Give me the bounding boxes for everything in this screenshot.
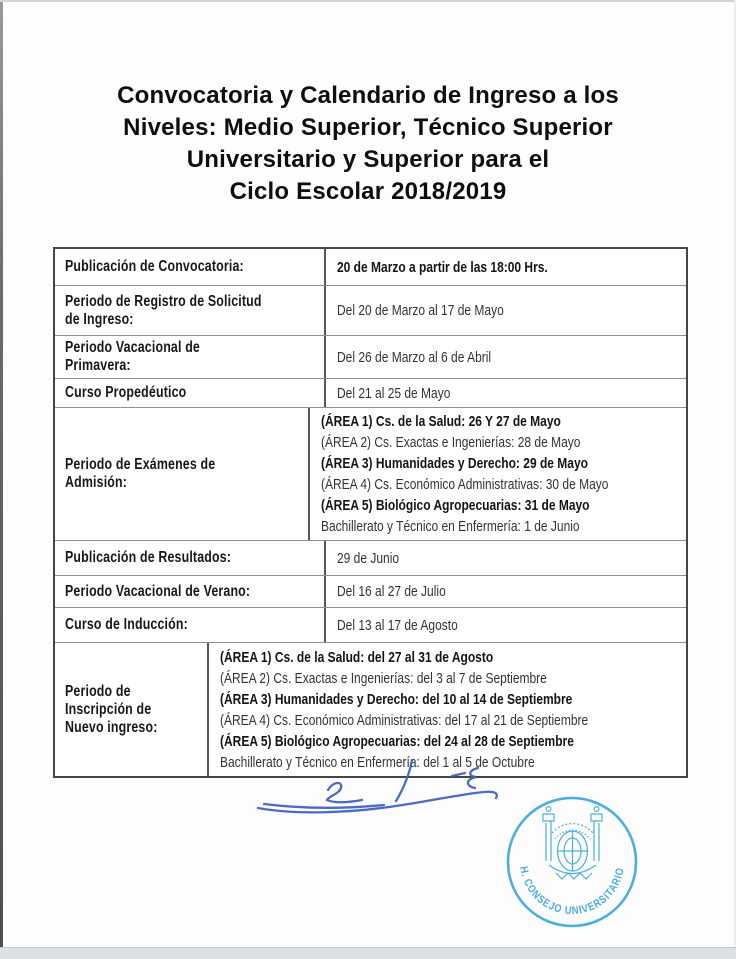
page-edge-top (0, 0, 736, 2)
row-value-line: (ÁREA 1) Cs. de la Salud: 26 Y 27 de Mayo (320, 413, 561, 430)
table-row (55, 540, 686, 575)
row-value-cell (326, 608, 686, 642)
table-row (55, 407, 686, 540)
row-label: Curso Propedéutico (65, 384, 187, 401)
row-label: Publicación de Resultados: (65, 549, 232, 566)
row-label: Periodo de Exámenes de Admisión: (65, 456, 216, 491)
table-row (55, 378, 686, 407)
row-label: Periodo de Registro de Solicitud de Ingreso: (65, 292, 262, 328)
row-label-cell (55, 249, 326, 285)
row-value-line: Bachillerato y Técnico en Enfermería: del 1 al 5 de Octubre (219, 753, 535, 771)
row-label-cell (55, 608, 326, 642)
row-label-cell (55, 576, 326, 607)
title-line: Convocatoria y Calendario de Ingreso a los (117, 82, 619, 109)
row-value-line: Del 13 al 17 de Agosto (337, 616, 458, 634)
row-value-line: (ÁREA 2) Cs. Exactas e Ingenierías: 28 de Mayo (320, 434, 581, 451)
table-row (55, 249, 686, 285)
row-value-line: (ÁREA 2) Cs. Exactas e Ingenierías: del 3 al 7 de Septiembre (219, 669, 547, 687)
row-value-line: Del 20 de Marzo al 17 de Mayo (337, 302, 504, 319)
row-label: Periodo Vacacional de Primavera: (65, 339, 200, 374)
document-title (0, 80, 736, 208)
row-value-line: Del 21 al 25 de Mayo (337, 384, 451, 402)
row-value-cell (326, 336, 686, 378)
title-line: Niveles: Medio Superior, Técnico Superior (123, 114, 613, 141)
row-label: Periodo Vacacional de Verano: (65, 582, 251, 600)
table-row (55, 335, 686, 378)
row-value-cell (326, 576, 686, 607)
row-value-cell (326, 286, 686, 335)
seal-crest (543, 807, 602, 879)
row-label-cell (55, 541, 326, 575)
university-seal (499, 789, 645, 935)
row-label-cell (55, 379, 326, 407)
row-label-cell (55, 643, 209, 776)
table-row (55, 607, 686, 642)
row-value-line: (ÁREA 3) Humanidades y Derecho: 29 de Mayo (320, 455, 588, 472)
row-value-line: (ÁREA 5) Biológico Agropecuarias: del 24 al 28 de Septiembre (219, 732, 574, 750)
seal-caption-text: H. CONSEJO UNIVERSITARIO (517, 864, 628, 918)
row-value-line: (ÁREA 4) Cs. Económico Administrativas: 30 de Mayo (320, 476, 609, 493)
row-value-line: Bachillerato y Técnico en Enfermería: 1 de Junio (320, 518, 580, 535)
row-value-line: 20 de Marzo a partir de las 18:00 Hrs. (337, 258, 548, 276)
row-value-cell (310, 408, 686, 540)
row-value-line: (ÁREA 4) Cs. Económico Administrativas: del 17 al 21 de Septiembre (219, 711, 588, 729)
row-label: Periodo de Inscripción de Nuevo ingreso: (65, 682, 158, 736)
row-label-cell (55, 336, 326, 378)
row-value-cell (326, 379, 686, 407)
page-edge-bottom (0, 947, 736, 959)
row-label: Curso de Inducción: (65, 616, 188, 633)
row-value-line: Del 26 de Marzo al 6 de Abril (337, 348, 492, 366)
title-line: Universitario y Superior para el (186, 146, 550, 173)
row-value-cell (326, 541, 686, 575)
signature-strokes (258, 760, 497, 812)
title-line: Ciclo Escolar 2018/2019 (229, 178, 507, 205)
row-value-line: 29 de Junio (337, 549, 400, 567)
row-value-line: (ÁREA 5) Biológico Agropecuarias: 31 de Mayo (320, 497, 590, 514)
table-row (55, 575, 686, 607)
signature (238, 746, 523, 831)
row-label-cell (55, 286, 326, 335)
row-value-cell (326, 249, 686, 285)
schedule-table (53, 247, 688, 778)
table-row (55, 285, 686, 335)
row-value-line: Del 16 al 27 de Julio (337, 583, 446, 600)
row-value-line: (ÁREA 1) Cs. de la Salud: del 27 al 31 de Agosto (219, 648, 493, 666)
row-label-cell (55, 408, 310, 540)
row-value-line: (ÁREA 3) Humanidades y Derecho: del 10 al 14 de Septiembre (219, 690, 573, 708)
row-label: Publicación de Convocatoria: (65, 258, 244, 275)
